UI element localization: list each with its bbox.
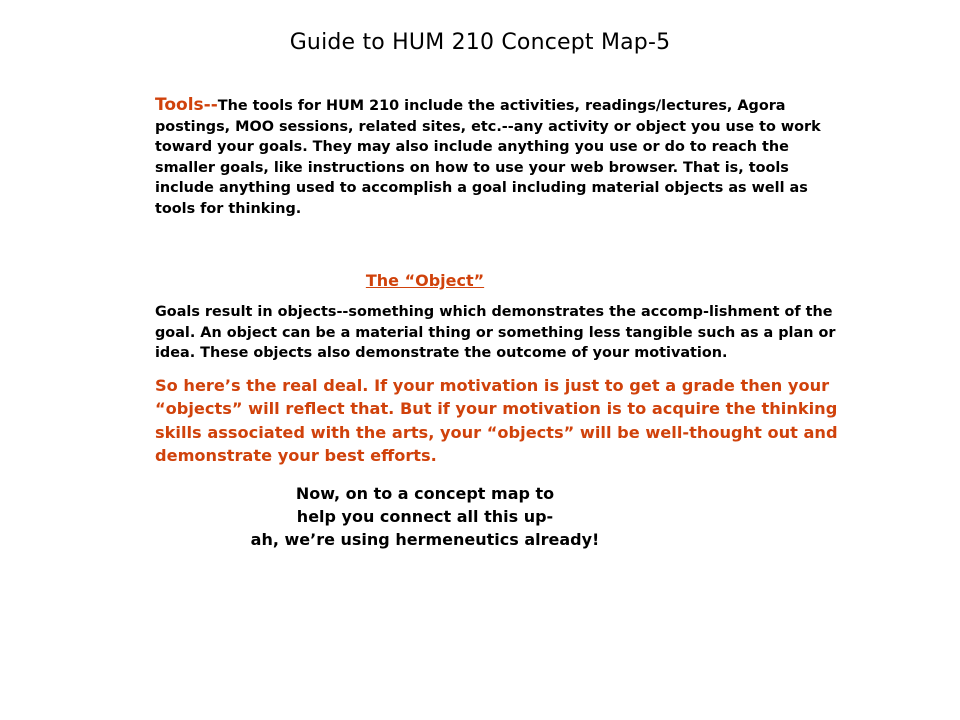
- tools-separator: --: [203, 95, 218, 115]
- page-title: Guide to HUM 210 Concept Map-5: [289, 30, 671, 55]
- tools-term: Tools: [155, 95, 204, 115]
- closing-line-3: ah, we’re using hermeneutics already!: [250, 529, 600, 549]
- closing-line-1: Now, on to a concept map to: [295, 483, 555, 503]
- object-heading: The “Object”: [365, 271, 485, 290]
- closing-line-2: help you connect all this up-: [296, 506, 554, 526]
- closing-text: [155, 482, 695, 551]
- real-deal-paragraph: So here’s the real deal. If your motivation is just to get a grade then your “objects” will reflect that. But if your motivation is to acquire the thinking skills associated with the arts, your “objects” will be well-thought out and demonstrate your best efforts.: [155, 375, 838, 465]
- tools-body: The tools for HUM 210 include the activities, readings/lectures, Agora postings, MOO sessions, related sites, etc.--any activity or object you use to work toward your goals. They may also include anything you use or do to reach the smaller goals, like instructions on how to use your web browser. That is, tools include anything used to accomplish a goal including material objects as well as tools for thinking.: [155, 98, 821, 217]
- tools-paragraph: [155, 95, 845, 219]
- object-paragraph: Goals result in objects--something which demonstrates the accomp-lishment of the goal. An object can be a material thing or something less tangible such as a plan or idea. These objects also demonstrate the outcome of your motivation.: [155, 304, 836, 361]
- slide-content: [155, 95, 845, 551]
